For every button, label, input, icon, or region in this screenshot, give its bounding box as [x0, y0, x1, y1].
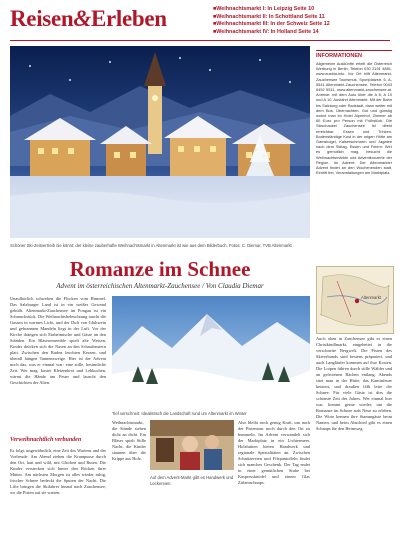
landscape-image: [112, 296, 310, 406]
market-photo: [150, 420, 234, 486]
article-subhead: Advent im österreichischen Altenmarkt-Zauchensee / Von Claudia Diemar: [56, 282, 264, 290]
toc-item[interactable]: ■ Weihnachtsmarkt III: In der Schweiz Seite 12: [213, 21, 395, 29]
masthead-amp: &: [73, 6, 91, 31]
header-rule: [10, 40, 390, 41]
info-title: INFORMATIONEN: [316, 53, 363, 59]
article-column-3: Also bleibt noch genug Kraft, um nach der Pistentour noch durch den Ort zu bummeln. Im Advent verwandelt sich der Marktplatz in ein Lichtermeer. Holzhütten bieten Handwerk und regionale Spezialitäten an. Zwischen Schnitzereien und Filzpantoffeln findet sich manches Geschenk. Der Tag endet in einer gemütlichen Stube bei Kaspressknödel und einem Glas Zirbenschnaps.: [238, 420, 310, 485]
hero-photo: [10, 46, 310, 246]
table-of-contents: [213, 6, 395, 36]
masthead-word1: Reisen: [10, 6, 74, 31]
market-caption: Auf dem Advent-Markt gibt es Handwerk und Leckereien.: [150, 475, 234, 486]
map-label: Altenmarkt: [361, 295, 382, 300]
landscape-caption: Tief verschneit: Idealistisch die Landschaft rund um Altenmarkt im Winter: [112, 411, 247, 416]
article-column-1: Unaufhörlich schweben die Flocken vom Himmel. Das Salzburger Land ist in ein weißes Gewand gehüllt. Altenmarkt-Zauchensee im Pongau ist ein Schmuckstück. Die Weihnachtsbeleuchtung taucht die Gassen in warmes Licht, und der Duft von Glühwein und gebrannten Mandeln liegt in der Luft. Vor der Kirche drängen sich Einheimische und Gäste an den Ständen. Ein Bläserensemble spielt alte Weisen, Kinder drücken sich die Nasen an den Schaufenstern platt. Zwischen den Buden leuchten Kerzen, und überall hängen Tannenzweige. Hier ist der Advent noch das, was er einmal war: eine stille, besinnliche Zeit. Wer mag, kostet Kletzenbrot und Lebkuchen, wärmt die Hände am Feuer und lauscht den Geschichten der Alten.: [10, 296, 106, 385]
location-map: [316, 266, 394, 334]
market-image: [150, 420, 234, 470]
hero-image: [10, 46, 310, 238]
hero-caption: Schöner Ski-Zeitvertreib nie könnt: der kleine zauberhafte Weihnachtsmarkt in Altenmarkt ist wie aus dem Bilderbuch. Fotos: C. Diemar, TVB Altenmarkt: [10, 243, 292, 248]
toc-item[interactable]: ■ Weihnachtsmarkt IV: In Holland Seite 14: [213, 29, 395, 37]
section-heading: Verweihnachtlich verbunden: [10, 437, 82, 443]
toc-item[interactable]: ■ Weihnachtsmarkt I: In Leipzig Seite 10: [213, 6, 395, 14]
masthead: [10, 6, 167, 32]
landscape-photo: [112, 296, 310, 414]
map-image: [317, 267, 393, 333]
masthead-word2: Erleben: [90, 6, 167, 31]
article-column-2: Weihnachtsmarkt, die Stände stehen dicht an dicht. Ein Bläser spielt Stille Nacht, die Kinder staunen über die Krippe aus Holz.: [112, 420, 146, 461]
info-box: [316, 50, 392, 261]
article-column-4: Auch oben in Zauchensee gibt es einen Christkindlmarkt, eingebettet in die verschneite Bergwelt. Die Pisten des Skiverbunds sind bestens präpariert, und auch Langläufer kommen auf ihre Kosten. Die Loipen führen durch stille Wälder und an gefrorenen Bächen entlang. Abends sitzt man in der Hütte, das Kaminfeuer knistert, und draußen fällt leise der Schnee. Für viele Gäste ist dies die schönste Zeit des Jahres. Wer einmal hier war, kommt gerne wieder, um die Romanze im Schnee aufs Neue zu erleben. Die Wirte kennen ihre Stammgäste beim Namen, und beim Abschied gibt es einen Schnaps für den Heimweg.: [316, 336, 392, 431]
info-text: Allgemeine Auskünfte erteilt die Österreich Werbung in Berlin, Telefon 030 2191 4881, www.austria.info. Vor Ort hilft Altenmarkt-Zauchensee Tourismus, Sportplatzstr. 6, A-5541 Altenmarkt-Zauchensee, Telefon 0043 6452 5511, www.altenmarkt-zauchensee.at. Anreise: mit dem Auto über die A 8, A 10 und A 10, Ausfahrt Altenmarkt. Mit der Bahn bis Salzburg oder Radstadt, dann weiter mit dem Bus. Übernachten: Gut und günstig wohnt man im Hotel Alpenhof, Zimmer ab 60 Euro pro Person mit Frühstück. Die Skischaukel Zauchensee ist direkt erreichbar. Essen und Trinken: Bodenständige Kost in der urigen Hütte am Gamskogel, Kaiserschmarrn und Jagatee nach dem Skitag. Essen und Feiern: Wer es gemütlich mag, besucht die Weihnachtsmärkte und Adventkonzerte der Region. Im Advent: Der Altenmarkter Advent findet an den Wochenenden statt, Eintritt frei. Veranstaltungen am Marktplatz.: [316, 61, 392, 176]
article-column-1b: Es folgt, ungewöhnlich, eine Zeit des Wartens und der Vorfreude. Am Abend ziehen die Krampusse durch den Ort, laut und wild, mit Glocken und Ruten. Die Kinder verstecken sich hinter den Röcken ihrer Mütter. Am nächsten Morgen ist alles wieder ruhig, frischer Schnee bedeckt die Spuren der Nacht. Die Lifte bringen die Skifahrer hinauf nach Zauchensee, wo die Pisten auf sie warten.: [10, 448, 106, 495]
toc-item[interactable]: ■ Weihnachtsmarkt II: In Schottland Seite 11: [213, 14, 395, 22]
article-headline: Romanze im Schnee: [69, 257, 251, 281]
